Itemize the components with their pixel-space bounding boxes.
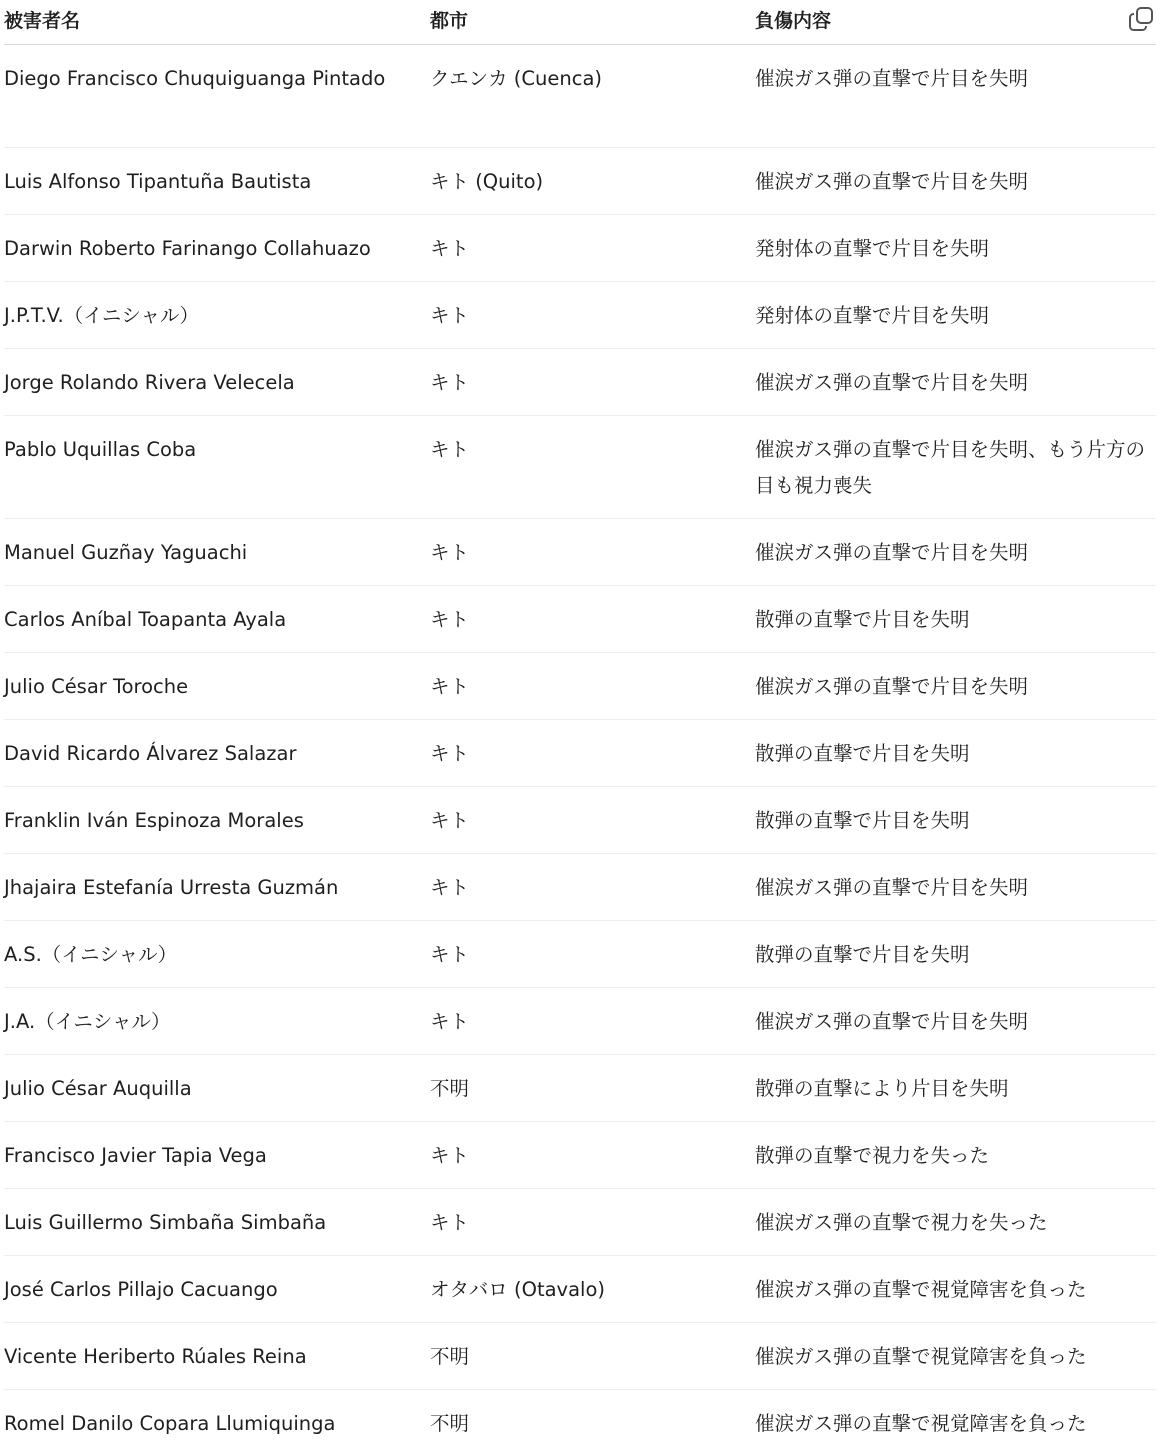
injury-cell: 催涙ガス弾の直撃で片目を失明 bbox=[755, 987, 1156, 1054]
city-cell: クエンカ (Cuenca) bbox=[430, 44, 755, 147]
victim-name-cell: J.A.（イニシャル） bbox=[4, 987, 430, 1054]
injury-cell: 催涙ガス弾の直撃で片目を失明、もう片方の目も視力喪失 bbox=[755, 415, 1156, 518]
injury-cell: 催涙ガス弾の直撃で視覚障害を負った bbox=[755, 1411, 1087, 1435]
victim-name-cell: A.S.（イニシャル） bbox=[4, 920, 430, 987]
injury-cell: 催涙ガス弾の直撃で片目を失明 bbox=[755, 147, 1156, 214]
city-cell: キト bbox=[430, 1188, 755, 1255]
victim-name-cell: Romel Danilo Copara Llumiquinga bbox=[4, 1411, 336, 1435]
city-cell: キト bbox=[430, 853, 755, 920]
injury-cell: 催涙ガス弾の直撃で片目を失明 bbox=[755, 518, 1156, 585]
table-body bbox=[4, 44, 1156, 1456]
table-row bbox=[4, 214, 1156, 281]
header-city: 都市 bbox=[430, 0, 755, 44]
table-row bbox=[4, 1322, 1156, 1389]
table-row bbox=[4, 1255, 1156, 1322]
injury-cell: 催涙ガス弾の直撃で視覚障害を負った bbox=[755, 1255, 1156, 1322]
table-row bbox=[4, 348, 1156, 415]
victim-name-cell: J.P.T.V.（イニシャル） bbox=[4, 281, 430, 348]
victim-name-cell: Darwin Roberto Farinango Collahuazo bbox=[4, 214, 430, 281]
table-row bbox=[4, 147, 1156, 214]
injury-cell: 催涙ガス弾の直撃で視覚障害を負った bbox=[755, 1322, 1156, 1389]
victim-name-cell: Manuel Guzñay Yaguachi bbox=[4, 518, 430, 585]
injury-cell: 催涙ガス弾の直撃で片目を失明 bbox=[755, 853, 1156, 920]
city-cell: キト bbox=[430, 415, 755, 518]
injury-cell: 催涙ガス弾の直撃で片目を失明 bbox=[755, 44, 1156, 147]
victim-name-cell: José Carlos Pillajo Cacuango bbox=[4, 1255, 430, 1322]
injury-cell: 発射体の直撃で片目を失明 bbox=[755, 281, 1156, 348]
victim-name-cell: Luis Alfonso Tipantuña Bautista bbox=[4, 147, 430, 214]
table-row bbox=[4, 44, 1156, 147]
city-cell: 不明 bbox=[430, 1054, 755, 1121]
city-cell: キト bbox=[430, 719, 755, 786]
table-row bbox=[4, 415, 1156, 518]
table-row bbox=[4, 719, 1156, 786]
victim-name-cell: David Ricardo Álvarez Salazar bbox=[4, 719, 430, 786]
victim-name-cell: Francisco Javier Tapia Vega bbox=[4, 1121, 430, 1188]
city-cell: キト (Quito) bbox=[430, 147, 755, 214]
city-cell: キト bbox=[430, 786, 755, 853]
table-row bbox=[4, 1054, 1156, 1121]
city-cell: キト bbox=[430, 518, 755, 585]
header-row bbox=[4, 0, 1156, 44]
city-cell: キト bbox=[430, 920, 755, 987]
header-injury: 負傷内容 bbox=[755, 0, 1156, 44]
city-cell: オタバロ (Otavalo) bbox=[430, 1255, 755, 1322]
copy-table-button[interactable] bbox=[1128, 6, 1154, 32]
copy-icon bbox=[1128, 6, 1154, 32]
victim-name-cell: Julio César Auquilla bbox=[4, 1054, 430, 1121]
city-cell: キト bbox=[430, 281, 755, 348]
victim-name-cell: Franklin Iván Espinoza Morales bbox=[4, 786, 430, 853]
table-row bbox=[4, 652, 1156, 719]
table-row bbox=[4, 518, 1156, 585]
city-cell: キト bbox=[430, 1121, 755, 1188]
city-cell: キト bbox=[430, 987, 755, 1054]
injury-cell: 散弾の直撃で片目を失明 bbox=[755, 585, 1156, 652]
injury-cell: 催涙ガス弾の直撃で片目を失明 bbox=[755, 652, 1156, 719]
table-row bbox=[4, 1389, 1156, 1456]
table-row bbox=[4, 786, 1156, 853]
victims-table-container bbox=[4, 0, 1164, 1456]
victim-name-cell: Pablo Uquillas Coba bbox=[4, 415, 430, 518]
victim-name-cell: Jhajaira Estefanía Urresta Guzmán bbox=[4, 853, 430, 920]
injury-cell: 催涙ガス弾の直撃で片目を失明 bbox=[755, 348, 1156, 415]
injury-cell: 散弾の直撃により片目を失明 bbox=[755, 1054, 1156, 1121]
injury-cell: 散弾の直撃で片目を失明 bbox=[755, 786, 1156, 853]
table-row bbox=[4, 987, 1156, 1054]
city-cell: キト bbox=[430, 214, 755, 281]
table-row bbox=[4, 585, 1156, 652]
city-cell: 不明 bbox=[430, 1411, 470, 1435]
city-cell: キト bbox=[430, 585, 755, 652]
injury-cell: 散弾の直撃で片目を失明 bbox=[755, 920, 1156, 987]
table-row bbox=[4, 920, 1156, 987]
injury-cell: 発射体の直撃で片目を失明 bbox=[755, 214, 1156, 281]
header-victim-name: 被害者名 bbox=[4, 0, 430, 44]
victim-name-cell: Luis Guillermo Simbaña Simbaña bbox=[4, 1188, 430, 1255]
victim-name-cell: Vicente Heriberto Rúales Reina bbox=[4, 1322, 430, 1389]
table-header bbox=[4, 0, 1156, 44]
victim-name-cell: Diego Francisco Chuquiguanga Pintado bbox=[4, 44, 430, 147]
injury-cell: 催涙ガス弾の直撃で視力を失った bbox=[755, 1188, 1156, 1255]
injury-cell: 散弾の直撃で視力を失った bbox=[755, 1121, 1156, 1188]
city-cell: キト bbox=[430, 348, 755, 415]
table-row bbox=[4, 853, 1156, 920]
victim-name-cell: Julio César Toroche bbox=[4, 652, 430, 719]
victim-name-cell: Jorge Rolando Rivera Velecela bbox=[4, 348, 430, 415]
table-row bbox=[4, 1188, 1156, 1255]
city-cell: 不明 bbox=[430, 1322, 755, 1389]
injury-cell: 散弾の直撃で片目を失明 bbox=[755, 719, 1156, 786]
victims-table bbox=[4, 0, 1156, 1456]
victim-name-cell: Carlos Aníbal Toapanta Ayala bbox=[4, 585, 430, 652]
table-row bbox=[4, 1121, 1156, 1188]
table-row bbox=[4, 281, 1156, 348]
city-cell: キト bbox=[430, 652, 755, 719]
